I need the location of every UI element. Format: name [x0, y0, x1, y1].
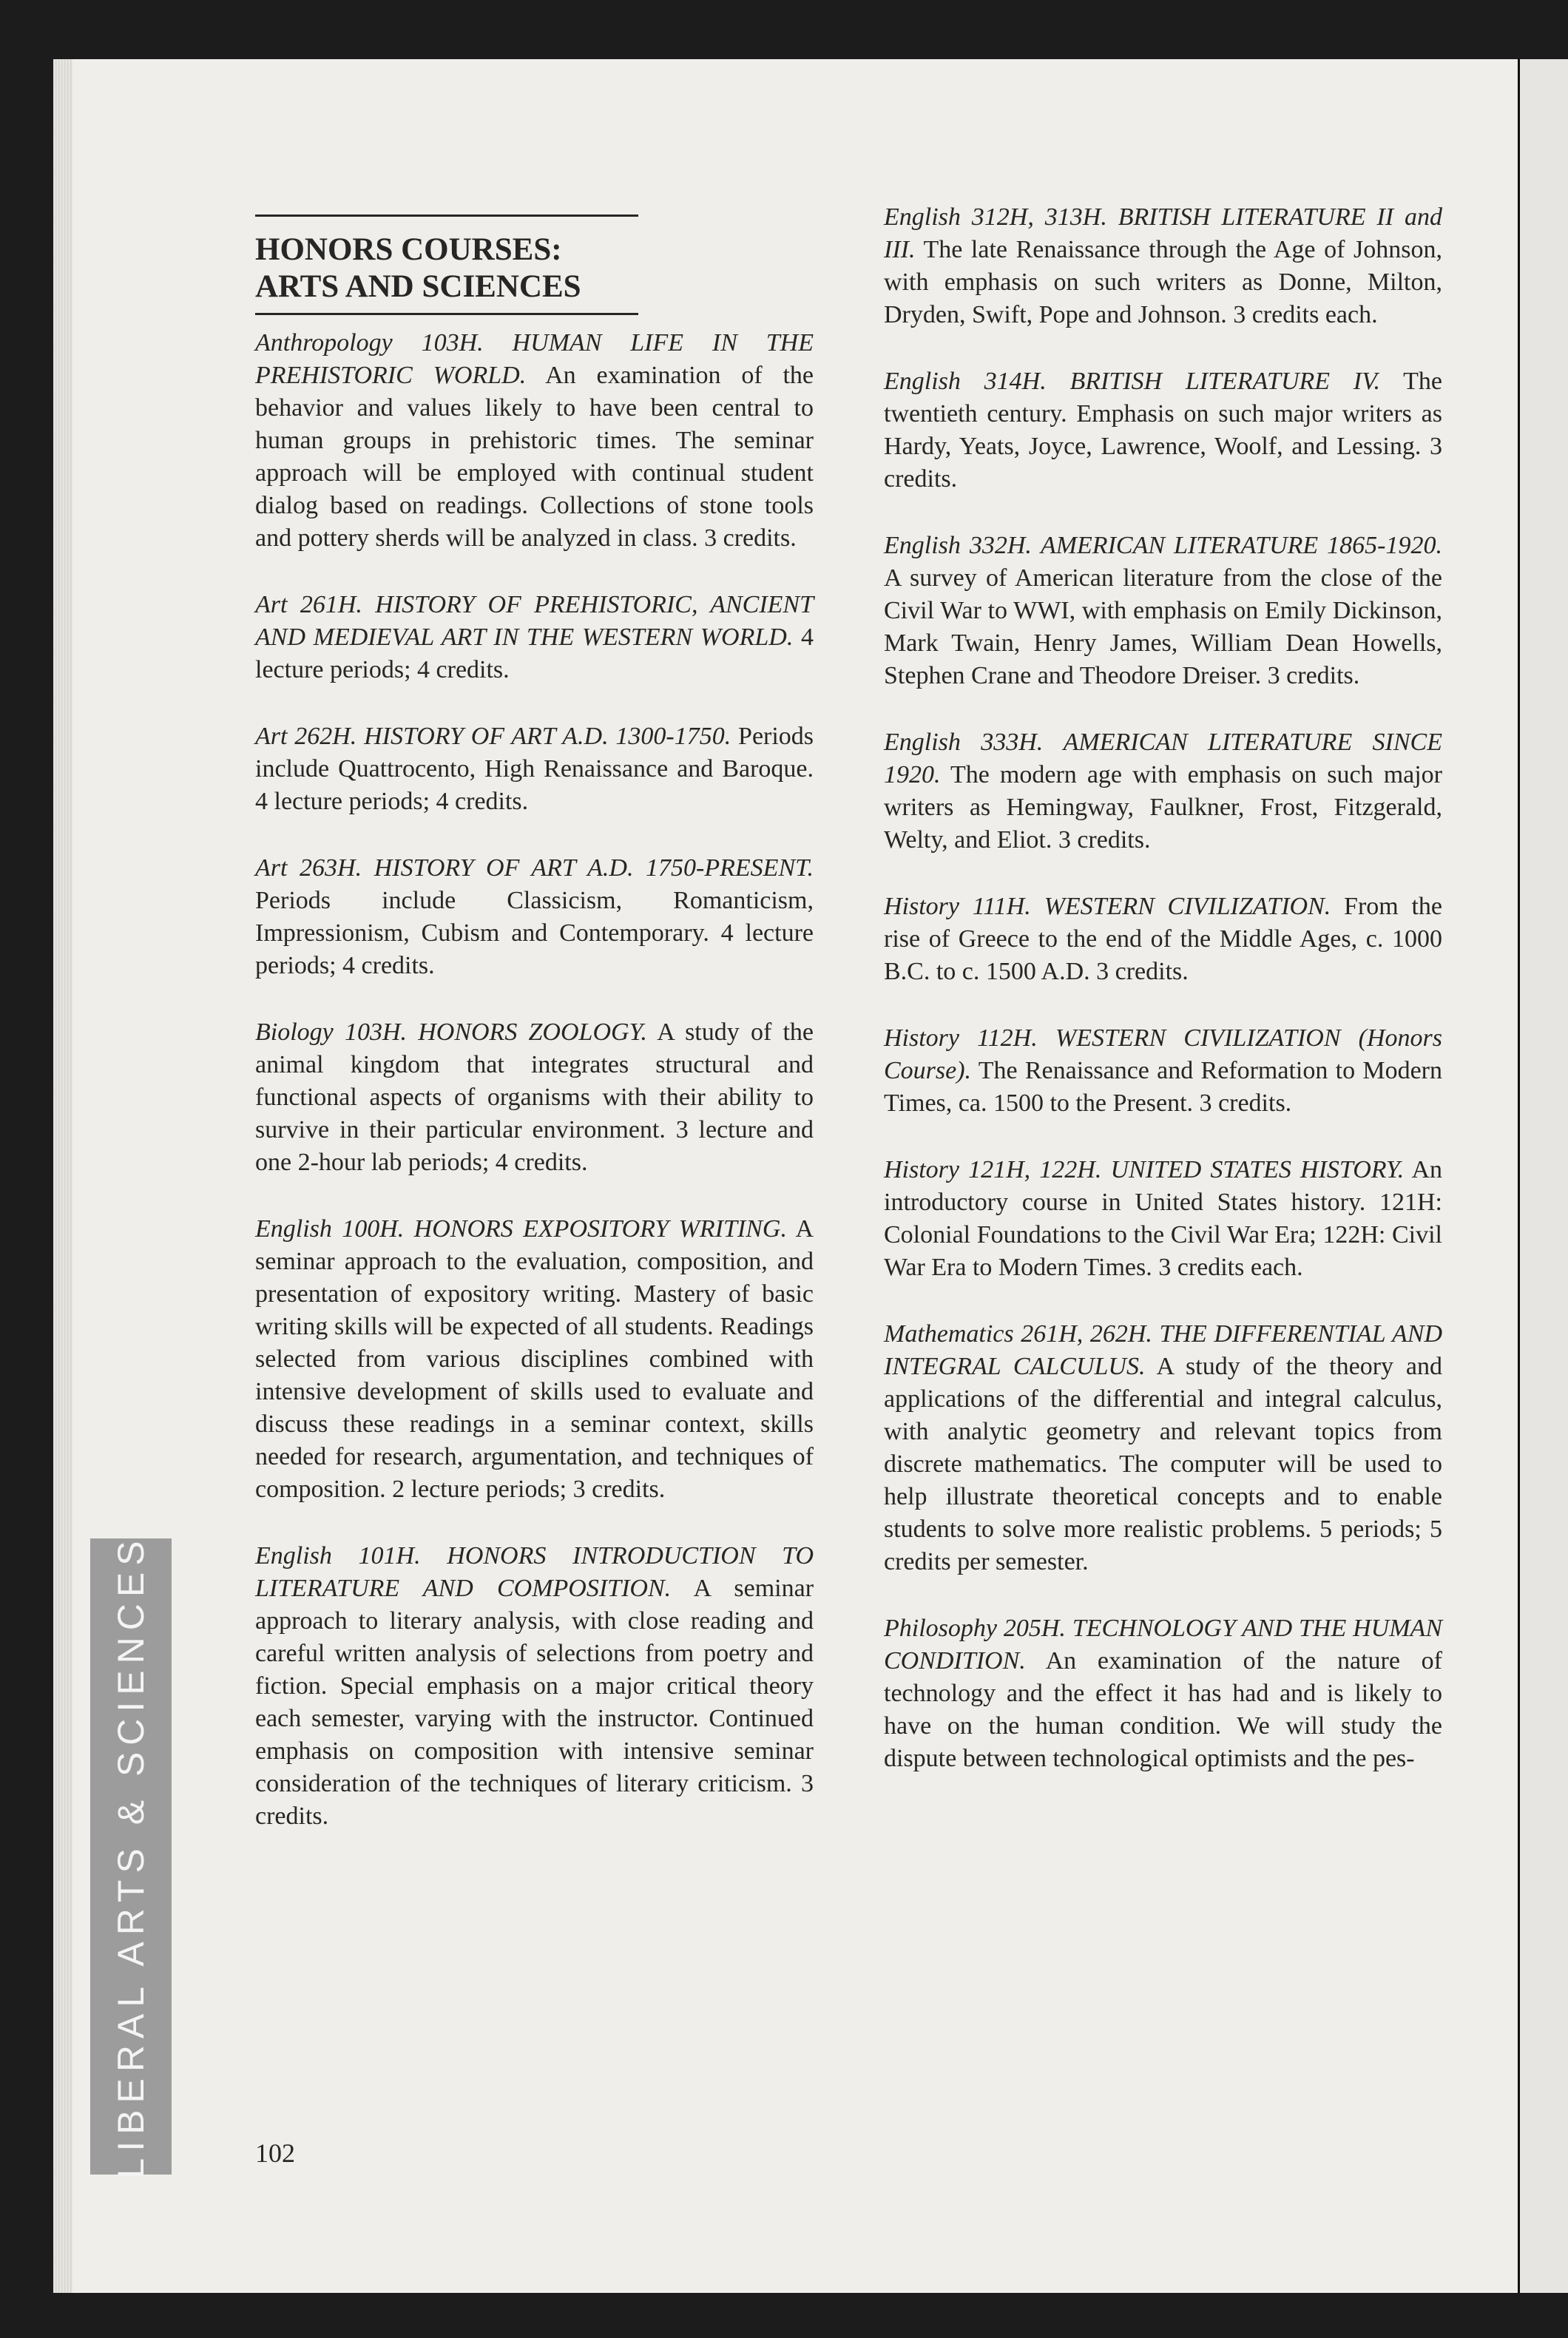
course-title: HISTORY OF ART A.D. 1750-PRESENT.	[374, 854, 814, 882]
course-dept: History 112H.	[884, 1024, 1038, 1052]
course-entry	[884, 365, 1442, 496]
course-dept: English 100H.	[255, 1215, 405, 1243]
course-title: UNITED STATES HISTORY.	[1110, 1156, 1405, 1183]
course-description: An examination of the behavior and values likely to have been central to human groups in prehistoric times. The seminar approach will be employed with continual student dialog based on readings. Collections of stone tools and pottery sherds will be analyzed in class. 3 credits.	[255, 362, 814, 552]
course-entry	[255, 1540, 814, 1833]
page-number: 102	[255, 2138, 295, 2168]
course-entry	[884, 1022, 1442, 1120]
course-description: 4 lecture periods; 4 credits.	[255, 624, 814, 683]
course-dept: Mathematics 261H, 262H.	[884, 1320, 1152, 1348]
course-title: HUMAN LIFE IN THE PREHISTORIC WORLD.	[255, 329, 814, 389]
left-column	[255, 214, 814, 1867]
course-title: HISTORY OF PREHISTORIC, ANCIENT AND MEDIEVAL ART IN THE WESTERN WORLD.	[255, 591, 814, 651]
course-entry	[884, 530, 1442, 692]
course-dept: Anthropology 103H.	[255, 329, 484, 357]
course-description: The Renaissance and Reformation to Modern Times, ca. 1500 to the Present. 3 credits.	[884, 1057, 1442, 1117]
course-dept: English 314H.	[884, 368, 1047, 395]
course-description: A study of the animal kingdom that integrates structural and functional aspects of organisms with their ability to survive in their particular environment. 3 lecture and one 2-hour lab periods; 4 credits.	[255, 1018, 814, 1176]
section-heading-line-1: HONORS COURSES:	[255, 232, 562, 267]
course-title: AMERICAN LITERATURE 1865-1920.	[1040, 532, 1442, 559]
section-heading	[255, 232, 638, 305]
course-dept: English 333H.	[884, 729, 1044, 756]
course-description: A seminar approach to literary analysis, with close reading and careful written analysis of selections from poetry and fiction. Special emphasis on a major critical theory each semester, varying with the instructor. Continued emphasis on composition with intensive seminar consideration of the techniques of literary criticism. 3 credits.	[255, 1575, 814, 1830]
heading-top-rule	[255, 214, 638, 217]
course-entry	[255, 852, 814, 982]
course-dept: Art 261H.	[255, 591, 362, 618]
course-title: HISTORY OF ART A.D. 1300-1750.	[364, 723, 731, 750]
course-entry	[884, 1318, 1442, 1578]
course-dept: Art 262H.	[255, 723, 357, 750]
side-tab-label: LIBERAL ARTS & SCIENCES	[110, 1534, 152, 2179]
course-entry	[255, 1213, 814, 1506]
course-description: Periods include Quattrocento, High Renaissance and Baroque. 4 lecture periods; 4 credits.	[255, 723, 814, 815]
course-title: HONORS INTRODUCTION TO LITERATURE AND COMPOSITION.	[255, 1542, 814, 1602]
course-entry	[255, 327, 814, 555]
course-entry	[884, 1154, 1442, 1284]
adjacent-page-edge	[1518, 59, 1568, 2293]
section-heading-line-2: ARTS AND SCIENCES	[255, 269, 581, 304]
course-dept: History 121H, 122H.	[884, 1156, 1102, 1183]
course-description: A survey of American literature from the close of the Civil War to WWI, with emphasis on Emily Dickinson, Mark Twain, Henry James, William Dean Howells, Stephen Crane and Theodore Dreiser. 3 credits.	[884, 564, 1442, 689]
course-title: THE DIFFERENTIAL AND INTEGRAL CALCULUS.	[884, 1320, 1442, 1380]
course-description: A study of the theory and applications of the differential and integral calculus, with analytic geometry and relevant topics from discrete mathematics. The computer will be used to help illustrate theoretical concepts and to enable students to solve more realistic problems. 5 periods; 5 credits per semester.	[884, 1353, 1442, 1575]
course-title: BRITISH LITERATURE IV.	[1069, 368, 1380, 395]
course-entry	[884, 201, 1442, 331]
course-dept: Art 263H.	[255, 854, 362, 882]
course-entry	[255, 589, 814, 686]
right-column	[884, 201, 1442, 1809]
course-entry	[255, 1016, 814, 1179]
course-title: HONORS EXPOSITORY WRITING.	[413, 1215, 787, 1243]
course-title: WESTERN CIVILIZATION.	[1044, 893, 1331, 920]
course-title: BRITISH LITERATURE II and III.	[884, 203, 1442, 263]
course-description: From the rise of Greece to the end of the Middle Ages, c. 1000 B.C. to c. 1500 A.D. 3 credits.	[884, 893, 1443, 985]
course-description: The modern age with emphasis on such major writers as Hemingway, Faulkner, Frost, Fitzgerald, Welty, and Eliot. 3 credits.	[884, 761, 1442, 854]
course-dept: English 332H.	[884, 532, 1032, 559]
course-entry	[884, 1612, 1442, 1775]
course-dept: English 312H, 313H.	[884, 203, 1107, 231]
course-description: An introductory course in United States history. 121H: Colonial Foundations to the Civil War Era; 122H: Civil War Era to Modern Times. 3 credits each.	[884, 1156, 1443, 1281]
course-description: An examination of the nature of technology and the effect it has had and is likely to have on the human condition. We will study the dispute between technological optimists and the pes-	[884, 1647, 1442, 1772]
course-description: The late Renaissance through the Age of Johnson, with emphasis on such writers as Donne, Milton, Dryden, Swift, Pope and Johnson. 3 credits each.	[884, 236, 1442, 328]
heading-bottom-rule	[255, 313, 638, 315]
course-dept: English 101H.	[255, 1542, 421, 1570]
course-dept: History 111H.	[884, 893, 1031, 920]
course-title: HONORS ZOOLOGY.	[418, 1018, 647, 1046]
course-title: WESTERN CIVILIZATION (Honors Course).	[884, 1024, 1443, 1084]
page-edge-stack	[53, 59, 72, 2293]
course-description: Periods include Classicism, Romanticism, Impressionism, Cubism and Contemporary. 4 lecture periods; 4 credits.	[255, 887, 814, 979]
course-title: TECHNOLOGY AND THE HUMAN CONDITION.	[884, 1615, 1443, 1675]
course-description: A seminar approach to the evaluation, composition, and presentation of expository writing. Mastery of basic writing skills will be expected of all students. Readings selected from various disciplines combined with intensive development of skills used to evaluate and discuss these readings in a seminar context, skills needed for research, argumentation, and techniques of composition. 2 lecture periods; 3 credits.	[255, 1215, 814, 1503]
course-title: AMERICAN LITERATURE SINCE 1920.	[884, 729, 1442, 788]
course-dept: Philosophy 205H.	[884, 1615, 1066, 1642]
course-entry	[884, 726, 1442, 857]
course-dept: Biology 103H.	[255, 1018, 408, 1046]
course-description: The twentieth century. Emphasis on such major writers as Hardy, Yeats, Joyce, Lawrence, Woolf, and Lessing. 3 credits.	[884, 368, 1442, 493]
course-entry	[255, 720, 814, 818]
course-entry	[884, 891, 1442, 988]
section-side-tab	[90, 1534, 172, 2179]
